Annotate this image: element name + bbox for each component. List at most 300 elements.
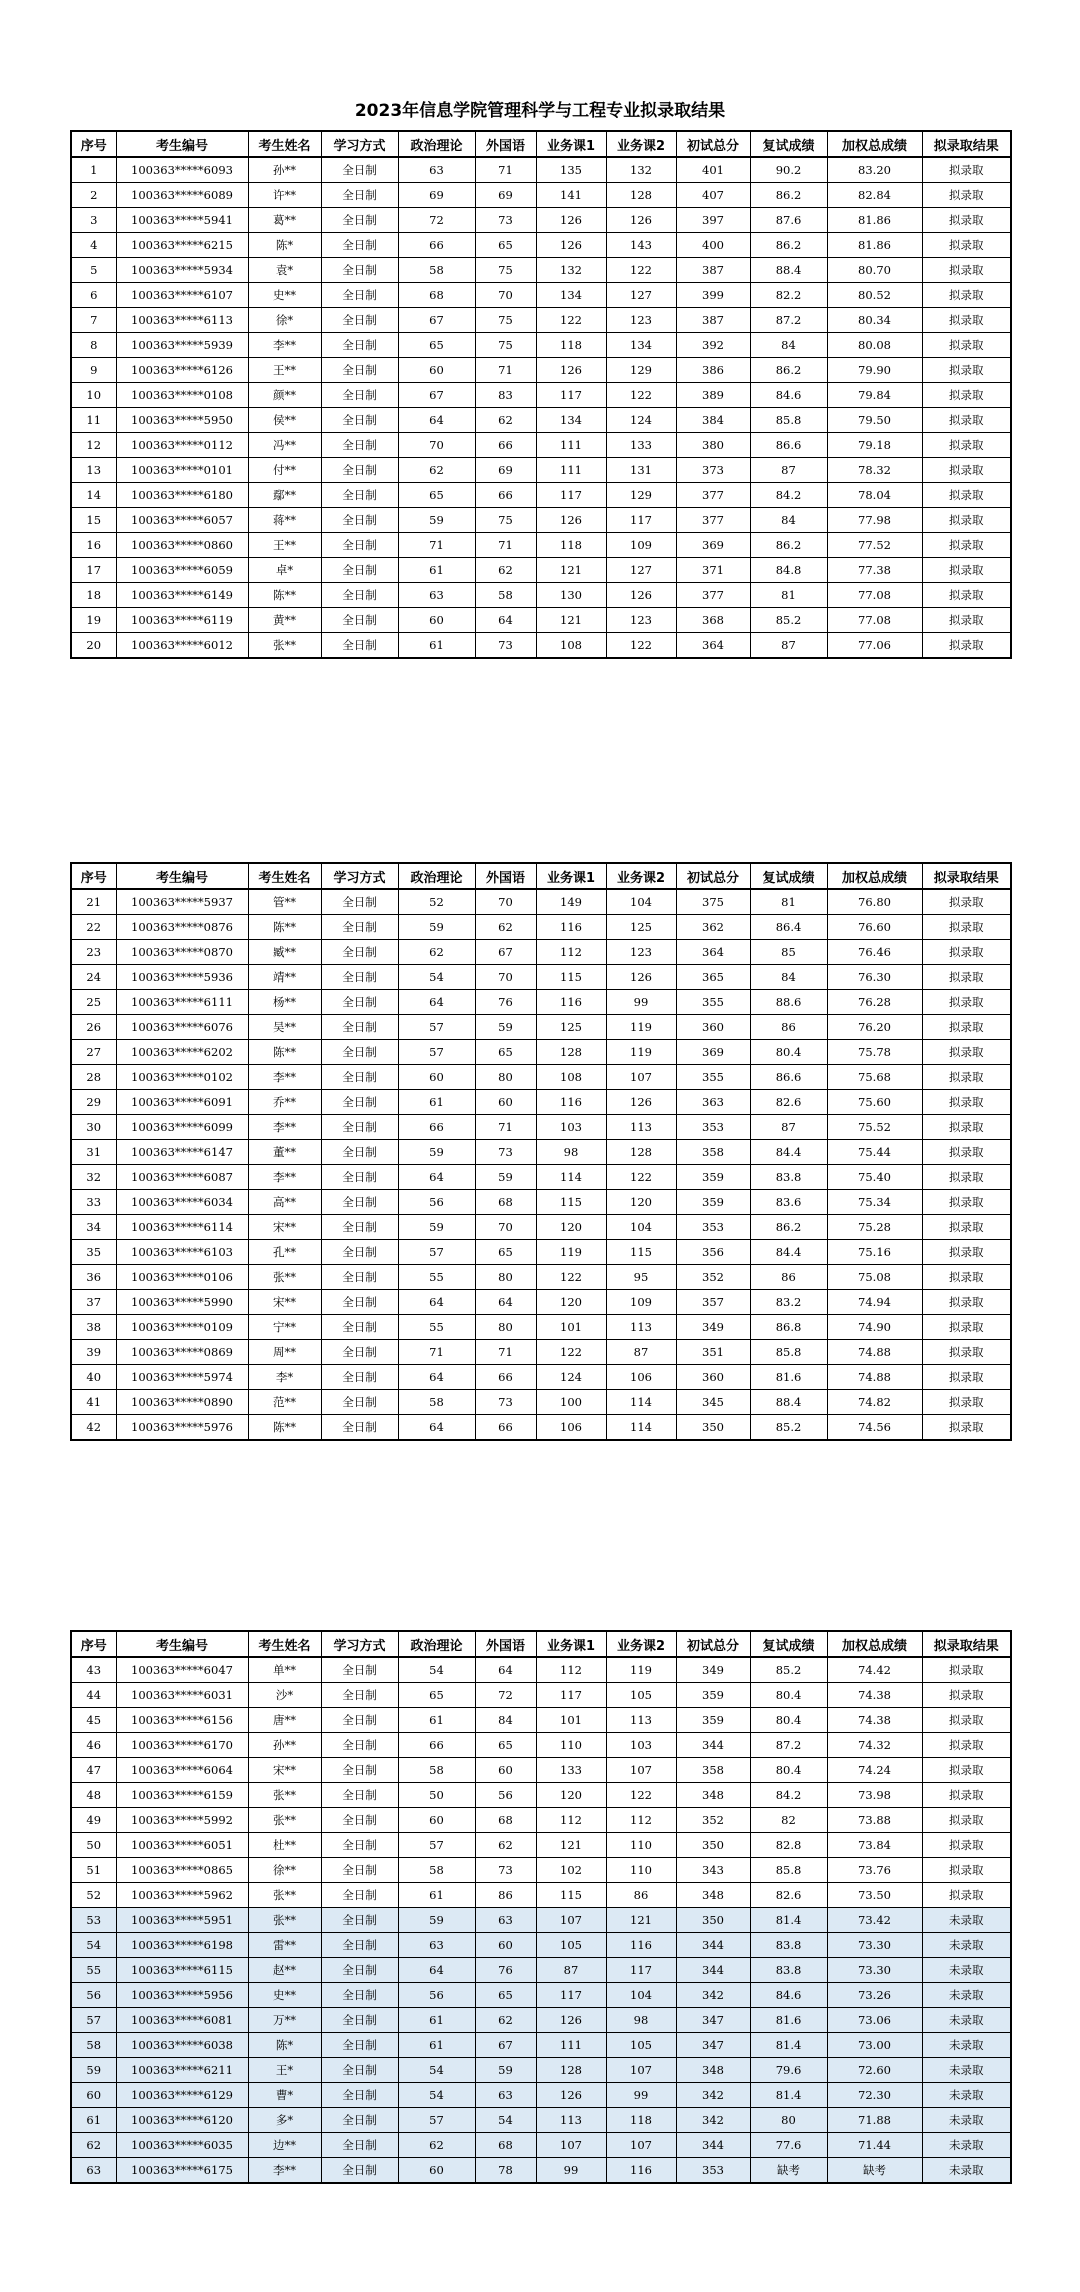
politics-score-cell: 64: [398, 1365, 475, 1390]
study-mode-cell: 全日制: [321, 183, 398, 208]
serial-no-cell: 5: [71, 258, 116, 283]
prelim-total-cell: 358: [676, 1140, 750, 1165]
subject1-score-cell: 121: [536, 608, 606, 633]
weighted-total-cell: 76.30: [827, 965, 922, 990]
serial-no-cell: 33: [71, 1190, 116, 1215]
admission-result-cell: 拟录取: [922, 208, 1011, 233]
table-row: [71, 1240, 1011, 1265]
politics-score-cell: 71: [398, 533, 475, 558]
prelim-total-cell: 359: [676, 1165, 750, 1190]
politics-score-cell: 67: [398, 383, 475, 408]
retest-score-cell: 87.6: [750, 208, 827, 233]
subject2-score-cell: 117: [606, 508, 676, 533]
serial-no-cell: 63: [71, 2158, 116, 2184]
prelim-total-cell: 399: [676, 283, 750, 308]
column-header-study-mode: 学习方式: [321, 863, 398, 889]
candidate-name-cell: 靖**: [248, 965, 321, 990]
weighted-total-cell: 79.90: [827, 358, 922, 383]
weighted-total-cell: 73.76: [827, 1858, 922, 1883]
results-table-3: [70, 1630, 1012, 2184]
prelim-total-cell: 347: [676, 2008, 750, 2033]
candidate-id-cell: 100363*****5950: [116, 408, 248, 433]
study-mode-cell: 全日制: [321, 308, 398, 333]
admission-result-cell: 拟录取: [922, 633, 1011, 659]
subject2-score-cell: 120: [606, 1190, 676, 1215]
candidate-name-cell: 陈**: [248, 915, 321, 940]
candidate-id-cell: 100363*****6051: [116, 1833, 248, 1858]
candidate-id-cell: 100363*****0102: [116, 1065, 248, 1090]
study-mode-cell: 全日制: [321, 1683, 398, 1708]
politics-score-cell: 59: [398, 508, 475, 533]
candidate-id-cell: 100363*****6091: [116, 1090, 248, 1115]
admission-result-cell: 拟录取: [922, 1783, 1011, 1808]
politics-score-cell: 62: [398, 458, 475, 483]
admission-result-cell: 拟录取: [922, 508, 1011, 533]
prelim-total-cell: 352: [676, 1265, 750, 1290]
study-mode-cell: 全日制: [321, 258, 398, 283]
subject1-score-cell: 126: [536, 2008, 606, 2033]
serial-no-cell: 54: [71, 1933, 116, 1958]
subject2-score-cell: 113: [606, 1315, 676, 1340]
retest-score-cell: 88.6: [750, 990, 827, 1015]
subject1-score-cell: 100: [536, 1390, 606, 1415]
foreign-language-score-cell: 83: [475, 383, 536, 408]
retest-score-cell: 85.8: [750, 408, 827, 433]
admission-result-cell: 拟录取: [922, 558, 1011, 583]
candidate-name-cell: 许**: [248, 183, 321, 208]
candidate-id-cell: 100363*****6180: [116, 483, 248, 508]
candidate-id-cell: 100363*****0860: [116, 533, 248, 558]
retest-score-cell: 85.2: [750, 1657, 827, 1683]
candidate-id-cell: 100363*****6115: [116, 1958, 248, 1983]
subject1-score-cell: 126: [536, 2083, 606, 2108]
subject1-score-cell: 114: [536, 1165, 606, 1190]
retest-score-cell: 83.2: [750, 1290, 827, 1315]
subject1-score-cell: 87: [536, 1958, 606, 1983]
subject1-score-cell: 117: [536, 483, 606, 508]
study-mode-cell: 全日制: [321, 1065, 398, 1090]
subject1-score-cell: 121: [536, 558, 606, 583]
prelim-total-cell: 348: [676, 1783, 750, 1808]
table-row: [71, 358, 1011, 383]
table-row: [71, 1215, 1011, 1240]
study-mode-cell: 全日制: [321, 2008, 398, 2033]
politics-score-cell: 57: [398, 1240, 475, 1265]
foreign-language-score-cell: 75: [475, 508, 536, 533]
politics-score-cell: 64: [398, 990, 475, 1015]
weighted-total-cell: 79.84: [827, 383, 922, 408]
weighted-total-cell: 76.28: [827, 990, 922, 1015]
serial-no-cell: 55: [71, 1958, 116, 1983]
serial-no-cell: 38: [71, 1315, 116, 1340]
subject2-score-cell: 119: [606, 1657, 676, 1683]
subject2-score-cell: 104: [606, 1983, 676, 2008]
serial-no-cell: 46: [71, 1733, 116, 1758]
candidate-name-cell: 王**: [248, 358, 321, 383]
candidate-name-cell: 付**: [248, 458, 321, 483]
retest-score-cell: 80: [750, 2108, 827, 2133]
foreign-language-score-cell: 67: [475, 940, 536, 965]
column-header-candidate-id: 考生编号: [116, 863, 248, 889]
weighted-total-cell: 75.60: [827, 1090, 922, 1115]
weighted-total-cell: 缺考: [827, 2158, 922, 2184]
subject1-score-cell: 117: [536, 383, 606, 408]
subject1-score-cell: 122: [536, 1340, 606, 1365]
subject1-score-cell: 103: [536, 1115, 606, 1140]
weighted-total-cell: 74.88: [827, 1365, 922, 1390]
serial-no-cell: 53: [71, 1908, 116, 1933]
serial-no-cell: 43: [71, 1657, 116, 1683]
weighted-total-cell: 74.56: [827, 1415, 922, 1441]
serial-no-cell: 36: [71, 1265, 116, 1290]
foreign-language-score-cell: 68: [475, 2133, 536, 2158]
retest-score-cell: 80.4: [750, 1758, 827, 1783]
study-mode-cell: 全日制: [321, 1758, 398, 1783]
retest-score-cell: 90.2: [750, 157, 827, 183]
politics-score-cell: 54: [398, 965, 475, 990]
retest-score-cell: 80.4: [750, 1683, 827, 1708]
subject1-score-cell: 111: [536, 2033, 606, 2058]
study-mode-cell: 全日制: [321, 990, 398, 1015]
weighted-total-cell: 73.88: [827, 1808, 922, 1833]
weighted-total-cell: 71.44: [827, 2133, 922, 2158]
politics-score-cell: 61: [398, 2008, 475, 2033]
study-mode-cell: 全日制: [321, 433, 398, 458]
weighted-total-cell: 79.50: [827, 408, 922, 433]
subject1-score-cell: 106: [536, 1415, 606, 1441]
candidate-name-cell: 葛**: [248, 208, 321, 233]
serial-no-cell: 28: [71, 1065, 116, 1090]
politics-score-cell: 56: [398, 1190, 475, 1215]
candidate-id-cell: 100363*****6202: [116, 1040, 248, 1065]
table-row: [71, 1808, 1011, 1833]
politics-score-cell: 70: [398, 433, 475, 458]
candidate-id-cell: 100363*****5976: [116, 1415, 248, 1441]
candidate-id-cell: 100363*****5951: [116, 1908, 248, 1933]
table-row: [71, 1065, 1011, 1090]
header-row: [71, 1631, 1011, 1657]
candidate-id-cell: 100363*****0108: [116, 383, 248, 408]
study-mode-cell: 全日制: [321, 483, 398, 508]
serial-no-cell: 6: [71, 283, 116, 308]
weighted-total-cell: 75.52: [827, 1115, 922, 1140]
serial-no-cell: 52: [71, 1883, 116, 1908]
foreign-language-score-cell: 62: [475, 2008, 536, 2033]
admission-result-cell: 拟录取: [922, 583, 1011, 608]
retest-score-cell: 84: [750, 965, 827, 990]
subject2-score-cell: 116: [606, 2158, 676, 2184]
candidate-name-cell: 冯**: [248, 433, 321, 458]
subject1-score-cell: 126: [536, 508, 606, 533]
prelim-total-cell: 392: [676, 333, 750, 358]
candidate-name-cell: 史**: [248, 283, 321, 308]
weighted-total-cell: 80.08: [827, 333, 922, 358]
serial-no-cell: 62: [71, 2133, 116, 2158]
retest-score-cell: 80.4: [750, 1040, 827, 1065]
column-header-subject2-score: 业务课2: [606, 863, 676, 889]
subject1-score-cell: 111: [536, 458, 606, 483]
candidate-id-cell: 100363*****6087: [116, 1165, 248, 1190]
table-row: [71, 608, 1011, 633]
retest-score-cell: 83.8: [750, 1958, 827, 1983]
prelim-total-cell: 342: [676, 1983, 750, 2008]
study-mode-cell: 全日制: [321, 1215, 398, 1240]
candidate-name-cell: 杜**: [248, 1833, 321, 1858]
prelim-total-cell: 363: [676, 1090, 750, 1115]
prelim-total-cell: 360: [676, 1365, 750, 1390]
subject2-score-cell: 105: [606, 2033, 676, 2058]
candidate-name-cell: 陈*: [248, 233, 321, 258]
table-row: [71, 1015, 1011, 1040]
foreign-language-score-cell: 59: [475, 1015, 536, 1040]
prelim-total-cell: 387: [676, 258, 750, 283]
subject1-score-cell: 112: [536, 1657, 606, 1683]
retest-score-cell: 84.2: [750, 483, 827, 508]
retest-score-cell: 83.8: [750, 1165, 827, 1190]
subject1-score-cell: 112: [536, 940, 606, 965]
foreign-language-score-cell: 64: [475, 1657, 536, 1683]
study-mode-cell: 全日制: [321, 2058, 398, 2083]
politics-score-cell: 66: [398, 1733, 475, 1758]
retest-score-cell: 86.2: [750, 533, 827, 558]
column-header-subject2-score: 业务课2: [606, 1631, 676, 1657]
retest-score-cell: 82.8: [750, 1833, 827, 1858]
serial-no-cell: 8: [71, 333, 116, 358]
subject2-score-cell: 127: [606, 283, 676, 308]
subject1-score-cell: 126: [536, 233, 606, 258]
prelim-total-cell: 352: [676, 1808, 750, 1833]
foreign-language-score-cell: 75: [475, 258, 536, 283]
column-header-retest-score: 复试成绩: [750, 131, 827, 157]
study-mode-cell: 全日制: [321, 1908, 398, 1933]
foreign-language-score-cell: 71: [475, 358, 536, 383]
retest-score-cell: 86: [750, 1015, 827, 1040]
subject1-score-cell: 105: [536, 1933, 606, 1958]
prelim-total-cell: 365: [676, 965, 750, 990]
foreign-language-score-cell: 64: [475, 608, 536, 633]
retest-score-cell: 86.2: [750, 358, 827, 383]
table-row: [71, 1265, 1011, 1290]
politics-score-cell: 64: [398, 1290, 475, 1315]
foreign-language-score-cell: 75: [475, 333, 536, 358]
candidate-id-cell: 100363*****6034: [116, 1190, 248, 1215]
admission-result-cell: 拟录取: [922, 1390, 1011, 1415]
weighted-total-cell: 73.00: [827, 2033, 922, 2058]
foreign-language-score-cell: 65: [475, 1040, 536, 1065]
prelim-total-cell: 348: [676, 1883, 750, 1908]
retest-score-cell: 81: [750, 889, 827, 915]
prelim-total-cell: 353: [676, 2158, 750, 2184]
table-row: [71, 915, 1011, 940]
candidate-id-cell: 100363*****0890: [116, 1390, 248, 1415]
header-row: [71, 131, 1011, 157]
subject1-score-cell: 122: [536, 1265, 606, 1290]
admission-result-cell: 拟录取: [922, 1290, 1011, 1315]
foreign-language-score-cell: 73: [475, 1140, 536, 1165]
prelim-total-cell: 377: [676, 508, 750, 533]
prelim-total-cell: 362: [676, 915, 750, 940]
weighted-total-cell: 74.38: [827, 1708, 922, 1733]
serial-no-cell: 30: [71, 1115, 116, 1140]
subject2-score-cell: 123: [606, 940, 676, 965]
study-mode-cell: 全日制: [321, 1240, 398, 1265]
retest-score-cell: 82: [750, 1808, 827, 1833]
foreign-language-score-cell: 56: [475, 1783, 536, 1808]
politics-score-cell: 58: [398, 1390, 475, 1415]
subject2-score-cell: 125: [606, 915, 676, 940]
study-mode-cell: 全日制: [321, 1015, 398, 1040]
candidate-id-cell: 100363*****6120: [116, 2108, 248, 2133]
admission-result-cell: 拟录取: [922, 1215, 1011, 1240]
study-mode-cell: 全日制: [321, 889, 398, 915]
admission-result-cell: 拟录取: [922, 1240, 1011, 1265]
table-row: [71, 583, 1011, 608]
retest-score-cell: 84.6: [750, 383, 827, 408]
retest-score-cell: 87.2: [750, 1733, 827, 1758]
subject1-score-cell: 120: [536, 1290, 606, 1315]
politics-score-cell: 58: [398, 1758, 475, 1783]
admission-result-cell: 未录取: [922, 2058, 1011, 2083]
foreign-language-score-cell: 71: [475, 1340, 536, 1365]
prelim-total-cell: 371: [676, 558, 750, 583]
politics-score-cell: 61: [398, 1090, 475, 1115]
foreign-language-score-cell: 71: [475, 157, 536, 183]
study-mode-cell: 全日制: [321, 408, 398, 433]
politics-score-cell: 64: [398, 408, 475, 433]
serial-no-cell: 26: [71, 1015, 116, 1040]
politics-score-cell: 64: [398, 1165, 475, 1190]
foreign-language-score-cell: 65: [475, 1240, 536, 1265]
admission-result-cell: 未录取: [922, 1958, 1011, 1983]
retest-score-cell: 缺考: [750, 2158, 827, 2184]
column-header-retest-score: 复试成绩: [750, 1631, 827, 1657]
column-header-study-mode: 学习方式: [321, 131, 398, 157]
candidate-name-cell: 宋**: [248, 1758, 321, 1783]
retest-score-cell: 84.6: [750, 1983, 827, 2008]
foreign-language-score-cell: 80: [475, 1265, 536, 1290]
candidate-name-cell: 张**: [248, 1808, 321, 1833]
weighted-total-cell: 76.20: [827, 1015, 922, 1040]
header-row: [71, 863, 1011, 889]
table-row: [71, 383, 1011, 408]
serial-no-cell: 41: [71, 1390, 116, 1415]
table-row: [71, 1390, 1011, 1415]
weighted-total-cell: 75.40: [827, 1165, 922, 1190]
politics-score-cell: 54: [398, 1657, 475, 1683]
table-row: [71, 2033, 1011, 2058]
subject1-score-cell: 133: [536, 1758, 606, 1783]
candidate-id-cell: 100363*****6038: [116, 2033, 248, 2058]
study-mode-cell: 全日制: [321, 1933, 398, 1958]
prelim-total-cell: 386: [676, 358, 750, 383]
column-header-foreign-language-score: 外国语: [475, 863, 536, 889]
candidate-id-cell: 100363*****6057: [116, 508, 248, 533]
candidate-id-cell: 100363*****0865: [116, 1858, 248, 1883]
weighted-total-cell: 82.84: [827, 183, 922, 208]
table-row: [71, 258, 1011, 283]
column-header-subject1-score: 业务课1: [536, 863, 606, 889]
subject2-score-cell: 110: [606, 1858, 676, 1883]
subject1-score-cell: 101: [536, 1708, 606, 1733]
politics-score-cell: 55: [398, 1265, 475, 1290]
table-row: [71, 533, 1011, 558]
retest-score-cell: 81.4: [750, 1908, 827, 1933]
retest-score-cell: 83.6: [750, 1190, 827, 1215]
weighted-total-cell: 83.20: [827, 157, 922, 183]
foreign-language-score-cell: 69: [475, 183, 536, 208]
table-row: [71, 1365, 1011, 1390]
subject2-score-cell: 99: [606, 990, 676, 1015]
weighted-total-cell: 78.32: [827, 458, 922, 483]
politics-score-cell: 65: [398, 483, 475, 508]
weighted-total-cell: 75.68: [827, 1065, 922, 1090]
study-mode-cell: 全日制: [321, 965, 398, 990]
subject1-score-cell: 134: [536, 283, 606, 308]
admission-result-cell: 拟录取: [922, 889, 1011, 915]
foreign-language-score-cell: 60: [475, 1090, 536, 1115]
serial-no-cell: 25: [71, 990, 116, 1015]
foreign-language-score-cell: 75: [475, 308, 536, 333]
candidate-id-cell: 100363*****6170: [116, 1733, 248, 1758]
candidate-name-cell: 范**: [248, 1390, 321, 1415]
table-row: [71, 1190, 1011, 1215]
study-mode-cell: 全日制: [321, 1140, 398, 1165]
weighted-total-cell: 74.38: [827, 1683, 922, 1708]
admission-result-cell: 拟录取: [922, 1808, 1011, 1833]
retest-score-cell: 85: [750, 940, 827, 965]
admission-result-cell: 拟录取: [922, 1190, 1011, 1215]
table-row: [71, 1758, 1011, 1783]
weighted-total-cell: 73.06: [827, 2008, 922, 2033]
foreign-language-score-cell: 69: [475, 458, 536, 483]
study-mode-cell: 全日制: [321, 383, 398, 408]
subject2-score-cell: 116: [606, 1933, 676, 1958]
subject1-score-cell: 134: [536, 408, 606, 433]
serial-no-cell: 2: [71, 183, 116, 208]
politics-score-cell: 58: [398, 1858, 475, 1883]
candidate-name-cell: 侯**: [248, 408, 321, 433]
subject2-score-cell: 129: [606, 358, 676, 383]
subject1-score-cell: 119: [536, 1240, 606, 1265]
subject2-score-cell: 109: [606, 1290, 676, 1315]
admission-result-cell: 拟录取: [922, 358, 1011, 383]
serial-no-cell: 19: [71, 608, 116, 633]
retest-score-cell: 81.6: [750, 2008, 827, 2033]
serial-no-cell: 1: [71, 157, 116, 183]
column-header-foreign-language-score: 外国语: [475, 1631, 536, 1657]
candidate-id-cell: 100363*****6129: [116, 2083, 248, 2108]
table-row: [71, 1290, 1011, 1315]
candidate-name-cell: 张**: [248, 1883, 321, 1908]
table-row: [71, 1858, 1011, 1883]
subject1-score-cell: 98: [536, 1140, 606, 1165]
table-row: [71, 990, 1011, 1015]
subject1-score-cell: 120: [536, 1215, 606, 1240]
candidate-name-cell: 陈**: [248, 1415, 321, 1441]
admission-result-cell: 拟录取: [922, 940, 1011, 965]
prelim-total-cell: 380: [676, 433, 750, 458]
prelim-total-cell: 397: [676, 208, 750, 233]
foreign-language-score-cell: 86: [475, 1883, 536, 1908]
admission-result-cell: 拟录取: [922, 915, 1011, 940]
subject2-score-cell: 119: [606, 1040, 676, 1065]
candidate-name-cell: 张**: [248, 633, 321, 659]
table-row: [71, 1683, 1011, 1708]
serial-no-cell: 56: [71, 1983, 116, 2008]
candidate-id-cell: 100363*****0869: [116, 1340, 248, 1365]
politics-score-cell: 52: [398, 889, 475, 915]
foreign-language-score-cell: 65: [475, 1733, 536, 1758]
